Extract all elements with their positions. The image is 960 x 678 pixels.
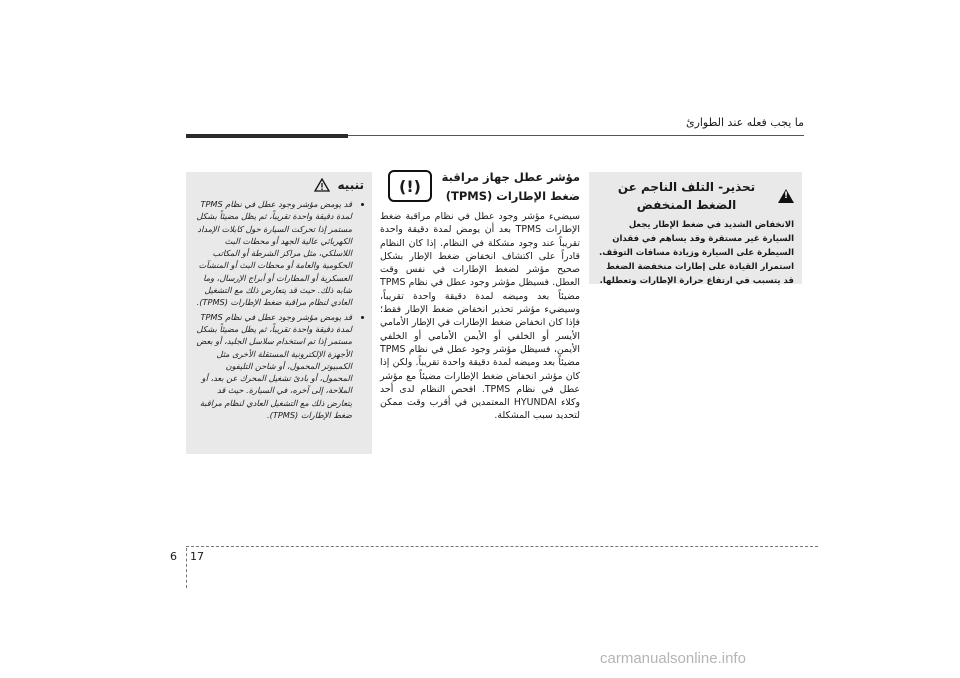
notice-title: تنبيه xyxy=(337,178,364,192)
caution-body: الانخفاض الشديد في ضغط الإطار يجعل السيارة غير مستقرة وقد يساهم في فقدان السيطرة على السيارة وزيادة مسافات التوقف. استمرار القيادة على إطارات منخفضة الضغط قد يتسبب في ارتفاع حرارة الإطارات وتعطلها. xyxy=(599,220,794,286)
footer-divider xyxy=(186,546,818,547)
caution-header xyxy=(597,178,794,214)
notice-box xyxy=(186,172,372,454)
notice-item: • قد يومض مؤشر وجود عطل في نظام TPMS لمدة دقيقة واحدة تقريباً، ثم يظل مضيئاً بشكل مستمر إذا تحركت السيارة حول كابلات الإمداد الكهربائي عالية الجهد أو محطات البث اللاسلكي، مثل مراكز الشرطة أو المكاتب الحكومية والعامة أو محطات البث أو المنشآت العسكرية أو المطارات أو أبراج الإرسال، وما شابه ذلك. حيث قد يتعارض ذلك مع التشغيل العادي لنظام مراقبة ضغط الإطارات (TPMS). xyxy=(194,198,352,309)
warning-triangle-icon xyxy=(778,189,794,203)
header-bar-line xyxy=(348,135,804,136)
page-number: 17 xyxy=(190,550,204,563)
watermark-text: carmanualsonline.info xyxy=(600,650,746,667)
footer-tick xyxy=(186,548,187,588)
page-header-title: ما يجب فعله عند الطوارئ xyxy=(685,116,804,129)
header-bar-dark xyxy=(186,134,348,138)
tpms-section-title: مؤشر عطل جهاز مراقبة ضغط الإطارات (TPMS) xyxy=(441,170,580,203)
caution-title: تحذير- التلف الناجم عن الضغط المنخفض xyxy=(617,180,756,212)
notice-header xyxy=(194,178,364,192)
caution-box xyxy=(589,172,802,284)
tpms-section-body: سيضيء مؤشر وجود عطل في نظام مراقبة ضغط الإطارات TPMS بعد أن يومض لمدة دقيقة واحدة تقريباً عند وجود مشكلة في النظام. إذا كان النظام قادراً على اكتشاف انخفاض ضغط الإطار بشكل صحيح مؤشر لضغط الإطارات في نفس وقت العطل. فسيظل مؤشر وجود عطل في نظام TPMS مضيئاً بعد وميضه لمدة دقيقة واحدة تقريباً، وسيضيء مؤشر تحذير انخفاض ضغط الإطار فقط؛ فإذا كان انخفاض ضغط الإطارات في الإطار الأمامي الأيسر أو الخلفي أو الأيمن الأمامي أو الخلفي الأيمن، فسيظل مؤشر وجود عطل في نظام TPMS مضيئاً بعد وميضه لمدة دقيقة واحدة تقريباً. ولكن إذا كان مؤشر انخفاض ضغط الإطارات مضيئاً مع مؤشر عطل في نظام TPMS. افحص النظام لدى أحد وكلاء HYUNDAI المعتمدين في أقرب وقت ممكن لتحديد سبب المشكلة. xyxy=(380,211,580,422)
tpms-warning-icon: (!) xyxy=(388,170,432,202)
chapter-number: 6 xyxy=(170,550,177,563)
warning-triangle-outline-icon xyxy=(314,178,330,192)
notice-list xyxy=(194,198,364,421)
notice-item: • قد يومض مؤشر وجود عطل في نظام TPMS لمدة دقيقة واحدة تقريباً، ثم يظل مضيئاً بشكل مستمر إذا تم استخدام سلاسل الجليد، أو بعض الأجهزة الإلكترونية المستقلة الأخرى مثل الكمبيوتر المحمول، أو شاحن التليفون المحمول، أو بادئ تشغيل المحرك عن بعد، أو الملاحة، إلى آخره، في السيارة. حيث قد يتعارض ذلك مع التشغيل العادي لنظام مراقبة ضغط الإطارات (TPMS). xyxy=(194,311,352,422)
